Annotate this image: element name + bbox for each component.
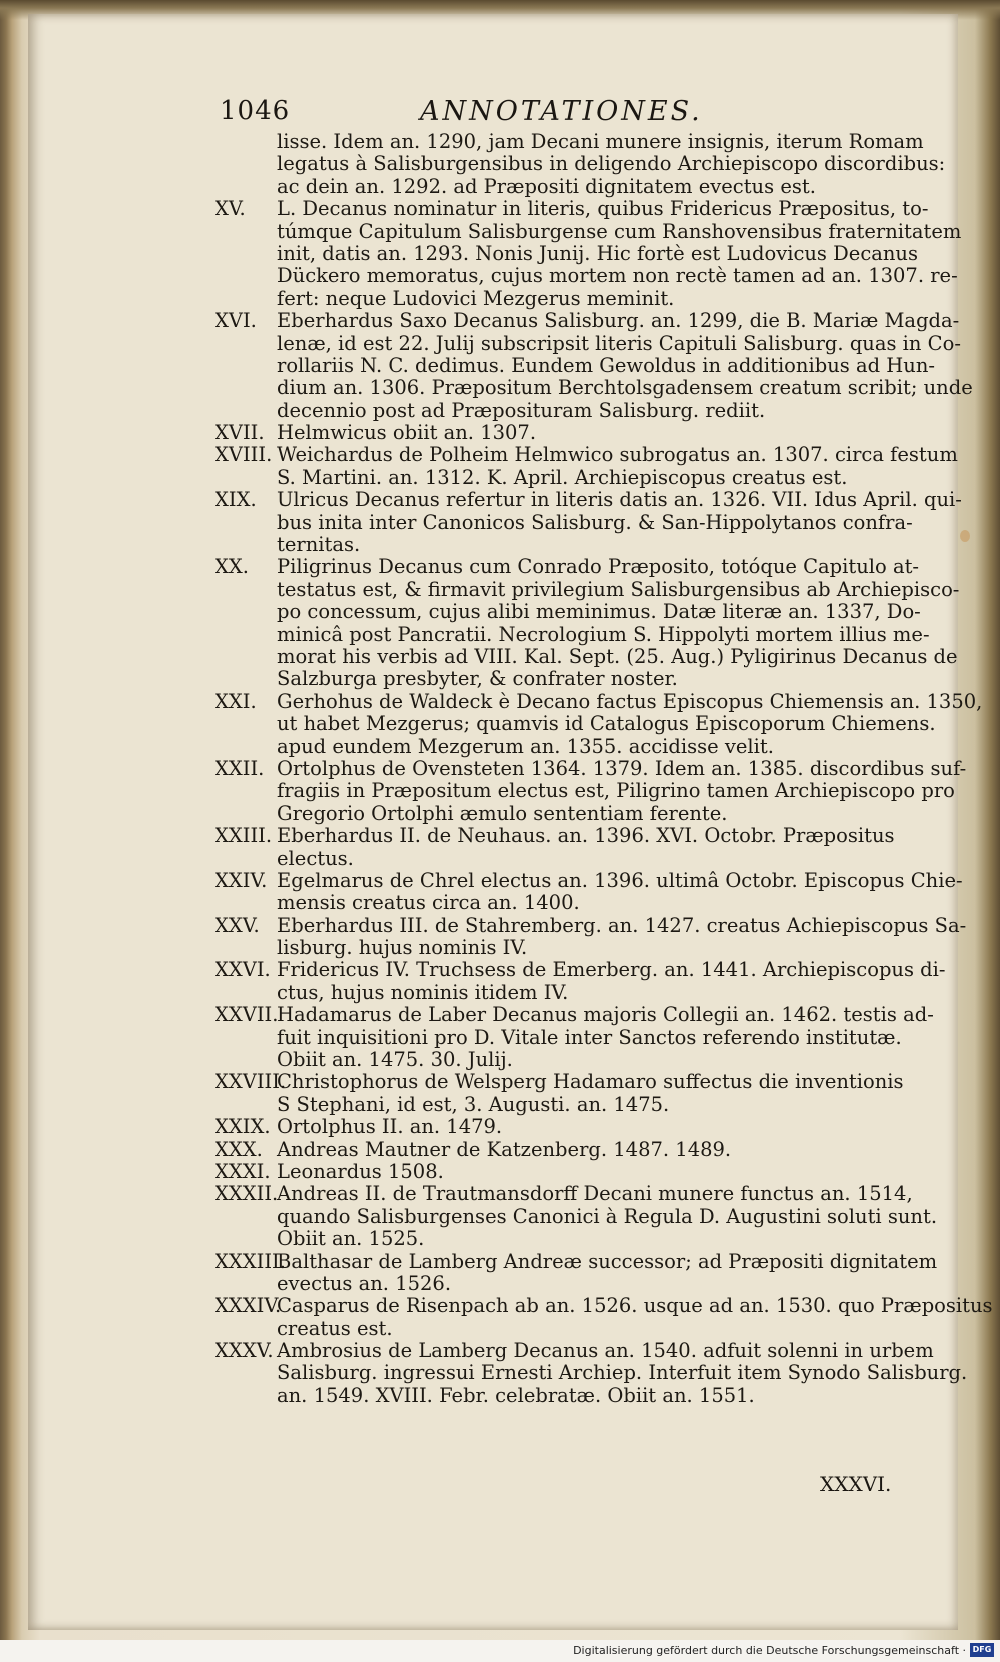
entry-text: fert: neque Ludovici Mezgerus meminit. <box>277 286 675 310</box>
text-line <box>215 197 929 221</box>
entry-text: Dückero memoratus, cujus mortem non rectè tamen ad an. 1307. re- <box>277 264 958 288</box>
entry-numeral: XXIII. <box>215 824 273 848</box>
text-line <box>215 913 967 937</box>
entry-text: Salzburga presbyter, & confrater noster. <box>277 667 678 691</box>
text-line <box>215 736 915 758</box>
entry-numeral: XXIX. <box>215 1115 271 1139</box>
text-line <box>215 1027 915 1049</box>
entry <box>215 1249 938 1296</box>
text-line <box>215 1003 934 1027</box>
text-line <box>215 512 915 534</box>
entry-numeral: XXX. <box>215 1137 263 1161</box>
footer-bar <box>0 1640 1000 1662</box>
funding-credit: Digitalisierung gefördert durch die Deutsche Forschungsgemeinschaft · <box>573 1644 966 1657</box>
entry-text: dium an. 1306. Præpositum Berchtolsgadensem creatum scribit; unde <box>277 376 973 400</box>
text-line <box>215 712 936 736</box>
entry-numeral: XVIII. <box>215 443 273 467</box>
entry <box>215 825 915 870</box>
entry-numeral: XX. <box>215 555 249 579</box>
entry-numeral: XXVI. <box>215 958 271 982</box>
entry-text: Ambrosius de Lamberg Decanus an. 1540. adfuit solenni in urbem <box>277 1339 934 1363</box>
catchword: XXXVI. <box>820 1472 892 1496</box>
entry-text: rollariis N. C. dedimus. Eundem Gewoldus in additionibus ad Hun- <box>277 353 935 377</box>
entry-text: Helmwicus obiit an. 1307. <box>277 421 537 445</box>
entry-text: Gregorio Ortolphi æmulo sententiam ferente. <box>277 801 728 825</box>
entry-numeral: XXI. <box>215 689 257 713</box>
entry-text: evectus an. 1526. <box>277 1271 452 1295</box>
text-line <box>215 1339 934 1363</box>
entry-numeral: XVI. <box>215 309 257 333</box>
text-line <box>215 288 915 310</box>
entry <box>215 488 962 557</box>
text-line <box>215 1318 915 1340</box>
text-line <box>215 622 930 646</box>
page-number: 1046 <box>220 96 291 126</box>
entry <box>215 1294 993 1340</box>
text-line <box>215 1049 915 1071</box>
entry-text: Gerhohus de Waldeck è Decano factus Episcopus Chiemensis an. 1350, <box>277 689 983 713</box>
entry-numeral: XXXII. <box>215 1182 279 1206</box>
entry-text: morat his verbis ad VIII. Kal. Sept. (25. Aug.) Pyligirinus Decanus de <box>277 644 958 668</box>
entry-numeral: XXII. <box>215 756 265 780</box>
entry-text: Eberhardus II. de Neuhaus. an. 1396. XVI. Octobr. Præpositus <box>277 824 895 848</box>
text-line <box>215 868 963 892</box>
text-line: legatus à Salisburgensibus in deligendo Archiepiscopo discordibus: <box>277 152 946 176</box>
entry-text: quando Salisburgenses Canonici à Regula D. Augustini soluti sunt. <box>277 1204 938 1228</box>
entry-text: fuit inquisitioni pro D. Vitale inter Sanctos referendo institutæ. <box>277 1025 902 1049</box>
text-line <box>215 1071 915 1093</box>
entry-text: bus inita inter Canonicos Salisburg. & San-Hippolytanos confra- <box>277 510 913 534</box>
paper-stain <box>960 530 970 542</box>
text-line <box>215 309 960 333</box>
text-line <box>215 1273 915 1295</box>
entry <box>215 958 946 1004</box>
text-line <box>215 353 935 377</box>
entry-text: Balthasar de Lamberg Andreæ successor; ad Præpositi dignitatem <box>277 1249 938 1273</box>
text-line <box>215 488 962 512</box>
entry <box>215 555 960 691</box>
entry-text: decennio post ad Præposituram Salisburg. rediit. <box>277 398 766 422</box>
entry-text: L. Decanus nominatur in literis, quibus Fridericus Præpositus, to- <box>277 197 929 221</box>
text-line <box>215 1183 915 1205</box>
entry-text: S Stephani, id est, 3. Augusti. an. 1475. <box>277 1092 670 1116</box>
entry-text: Piligrinus Decanus cum Conrado Præposito, totóque Capitulo at- <box>277 555 920 579</box>
entry-text: electus. <box>277 846 354 870</box>
text-line <box>215 1204 938 1228</box>
entry-text: S. Martini. an. 1312. K. April. Archiepiscopus creatus est. <box>277 465 848 489</box>
text-line <box>215 1294 993 1318</box>
text-line <box>215 1116 915 1138</box>
entry <box>215 1139 915 1161</box>
entry-list <box>215 197 993 1407</box>
entry-text: Egelmarus de Chrel electus an. 1396. ultimâ Octobr. Episcopus Chie- <box>277 868 963 892</box>
text-line <box>215 534 915 556</box>
text-line <box>215 264 958 288</box>
entry-text: fragiis in Præpositum electus est, Piligrino tamen Archiepiscopo pro <box>277 779 955 803</box>
entry <box>215 1116 915 1138</box>
text-line <box>215 668 915 690</box>
entry-numeral: XXXIII. <box>215 1249 286 1273</box>
text-line <box>215 756 967 780</box>
text-line <box>215 982 915 1004</box>
entry-text: Leonardus 1508. <box>277 1159 444 1183</box>
text-line <box>215 1139 915 1161</box>
entry <box>215 1071 915 1116</box>
entry-text: mensis creatus circa an. 1400. <box>277 891 580 915</box>
text-line <box>215 555 920 579</box>
entry-text: Salisburg. ingressui Ernesti Archiep. Interfuit item Synodo Salisburg. <box>277 1361 968 1385</box>
text-line <box>215 1094 915 1116</box>
entry <box>215 689 983 758</box>
text-line: lisse. Idem an. 1290, jam Decani munere insignis, iterum Romam <box>277 130 924 153</box>
text-line <box>215 1161 915 1183</box>
entry-text: creatus est. <box>277 1316 393 1340</box>
text-line <box>215 892 915 914</box>
entry-text: Hadamarus de Laber Decanus majoris Collegii an. 1462. testis ad- <box>277 1003 934 1027</box>
entry-numeral: XXXI. <box>215 1159 271 1183</box>
entry-text: Eberhardus Saxo Decanus Salisburg. an. 1299, die B. Mariæ Magda- <box>277 309 960 333</box>
entry-numeral: XXXIV. <box>215 1294 282 1318</box>
entry-text: Casparus de Risenpach ab an. 1526. usque ad an. 1530. quo Præpositus <box>277 1294 993 1318</box>
entry-text: túmque Capitulum Salisburgense cum Ranshovensibus fraternitatem <box>277 219 962 243</box>
entry-numeral: XXV. <box>215 913 260 937</box>
entry-text: ternitas. <box>277 533 361 557</box>
entry-text: Ortolphus II. an. 1479. <box>277 1115 503 1139</box>
entry-text: apud eundem Mezgerum an. 1355. accidisse velit. <box>277 734 774 758</box>
entry-text: ut habet Mezgerus; quamvis id Catalogus Episcoporum Chiemens. <box>277 712 936 736</box>
entry-text: testatus est, & firmavit privilegium Salisburgensibus ab Archiepisco- <box>277 577 960 601</box>
text-line <box>215 1385 915 1407</box>
entry-numeral: XIX. <box>215 488 257 512</box>
text-line <box>215 331 961 355</box>
entry <box>215 1339 968 1407</box>
text-line <box>215 644 958 668</box>
entry-text: an. 1549. XVIII. Febr. celebratæ. Obiit an. 1551. <box>277 1383 755 1407</box>
entry-numeral: XV. <box>215 197 246 221</box>
entry <box>215 913 967 960</box>
entry-text: Andreas Mautner de Katzenberg. 1487. 1489. <box>277 1137 732 1161</box>
text-line <box>215 376 973 400</box>
dfg-logo-icon: DFG <box>970 1643 994 1657</box>
text-line: ac dein an. 1292. ad Præpositi dignitatem evectus est. <box>277 174 816 198</box>
text-line <box>215 400 915 422</box>
entry-numeral: XXXV. <box>215 1339 274 1363</box>
entry-text: Andreas II. de Trautmansdorff Decani munere functus an. 1514, <box>277 1182 913 1206</box>
entry-text: Weichardus de Polheim Helmwico subrogatus an. 1307. circa festum <box>277 443 958 467</box>
entry-text: Fridericus IV. Truchsess de Emerberg. an. 1441. Archiepiscopus di- <box>277 958 946 982</box>
entry-text: Ulricus Decanus refertur in literis datis an. 1326. VII. Idus April. qui- <box>277 488 962 512</box>
entry-numeral: XXVII. <box>215 1003 279 1027</box>
entry-text: lisburg. hujus nominis IV. <box>277 936 528 960</box>
text-line <box>215 779 955 803</box>
text-line <box>215 241 918 265</box>
text-line <box>215 848 915 870</box>
entry-text: Obiit an. 1525. <box>277 1227 425 1251</box>
text-line <box>215 577 960 601</box>
text-line <box>215 1249 938 1273</box>
entry <box>215 1003 934 1072</box>
entry <box>215 1161 915 1183</box>
lead-paragraph <box>215 130 946 198</box>
entry <box>215 756 967 825</box>
entry-text: minicâ post Pancratii. Necrologium S. Hippolyti mortem illius me- <box>277 622 930 646</box>
entry <box>215 1182 938 1251</box>
entry-text: Eberhardus III. de Stahremberg. an. 1427. creatus Achiepiscopus Sa- <box>277 913 967 937</box>
text-line <box>215 825 915 847</box>
text-line <box>215 958 946 982</box>
text-line <box>215 467 915 489</box>
text-line <box>215 422 915 444</box>
entry-text: Obiit an. 1475. 30. Julij. <box>277 1048 513 1072</box>
text-line <box>215 937 915 959</box>
entry-numeral: XXIV. <box>215 868 268 892</box>
annotation-text <box>215 130 993 1407</box>
text-line <box>215 600 921 624</box>
entry-numeral: XXVIII. <box>215 1070 287 1094</box>
entry <box>215 422 915 444</box>
entry-text: init, datis an. 1293. Nonis Junij. Hic fortè est Ludovicus Decanus <box>277 241 918 265</box>
entry-text: po concessum, cujus alibi meminimus. Datæ literæ an. 1337, Do- <box>277 600 921 624</box>
running-title: ANNOTATIONES. <box>420 96 703 127</box>
text-line <box>215 803 915 825</box>
entry-text: lenæ, id est 22. Julij subscripsit literis Capituli Salisburg. quas in Co- <box>277 331 961 355</box>
text-line <box>215 443 958 467</box>
entry <box>215 868 963 915</box>
entry-numeral: XVII. <box>215 421 265 445</box>
entry-text: Ortolphus de Ovensteten 1364. 1379. Idem an. 1385. discordibus suf- <box>277 756 967 780</box>
entry <box>215 443 958 489</box>
text-line <box>215 689 983 713</box>
entry <box>215 197 962 310</box>
entry-text: Christophorus de Welsperg Hadamaro suffectus die inventionis <box>277 1070 904 1094</box>
text-line <box>215 1361 968 1385</box>
entry <box>215 309 973 422</box>
text-line <box>215 1228 915 1250</box>
entry-text: ctus, hujus nominis itidem IV. <box>277 980 569 1004</box>
text-line <box>215 219 962 243</box>
